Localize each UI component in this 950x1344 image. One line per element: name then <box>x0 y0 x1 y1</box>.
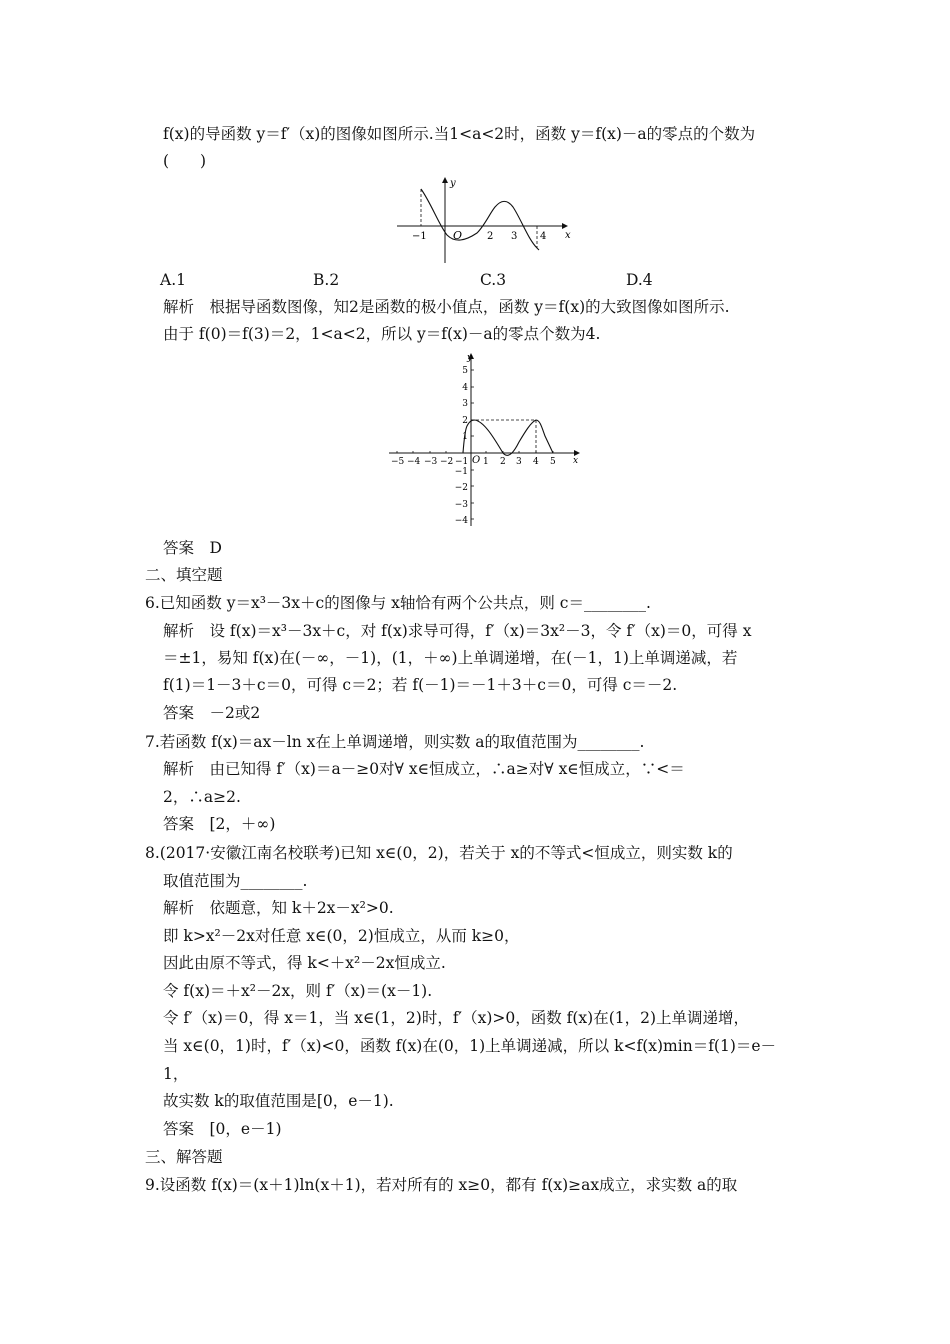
analysis-8-line-6: 当 x∈(0，1)时，f′（x)<0，函数 f(x)在(0，1)上单调递减，所以 k<f(x)min＝f(1)＝e－ <box>163 1037 777 1055</box>
analysis-8-line-5: 令 f′（x)＝0，得 x＝1，当 x∈(1，2)时，f′（x)>0，函数 f(x)在(1，2)上单调递增， <box>163 1009 750 1027</box>
y-tick-label: 3 <box>462 399 468 409</box>
y-tick-labels <box>455 366 469 526</box>
origin-label: O <box>472 455 481 466</box>
analysis-7-line-2: 2，∴a≥2. <box>163 788 241 806</box>
analysis-6-line-1: 解析 设 f(x)＝x³－3x＋c，对 f(x)求导可得，f′（x)＝3x²－3，令 f′（x)＝0，可得 x <box>163 622 752 640</box>
tick-label-4: 4 <box>540 231 547 242</box>
section-solution: 三、解答题 <box>145 1148 223 1166</box>
x-tick-label: 2 <box>500 457 506 467</box>
answer-5: 答案 D <box>163 539 222 557</box>
y-tick-label: −3 <box>454 500 468 510</box>
tick-label-minus1: −1 <box>412 231 427 242</box>
analysis-8-line-8: 故实数 k的取值范围是[0，e－1). <box>163 1092 394 1110</box>
question-8-line-1: 8.(2017·安徽江南名校联考)已知 x∈(0，2)，若关于 x的不等式<恒成立，则实数 k的 <box>145 844 733 862</box>
x-tick-label: 5 <box>550 457 556 467</box>
y-tick-label: −2 <box>454 483 468 493</box>
option-d: D.4 <box>626 271 653 289</box>
function-curve <box>463 420 553 455</box>
y-tick-label: −1 <box>454 467 468 477</box>
x-tick-label: 3 <box>516 457 522 467</box>
derivative-graph-figure <box>395 175 575 265</box>
x-tick-label: −5 <box>391 457 405 467</box>
y-tick-label: −4 <box>454 516 468 526</box>
y-tick-label: 4 <box>462 383 468 393</box>
question-7: 7.若函数 f(x)＝ax－ln x在上单调递增，则实数 a的取值范围为________. <box>145 733 645 751</box>
answer-blank: ( ) <box>163 152 207 170</box>
y-tick-label: 2 <box>462 416 468 426</box>
analysis-6-line-2: ＝±1，易知 f(x)在(－∞，－1)，(1，＋∞)上单调递增，在(－1，1)上单调递减，若 <box>163 649 738 667</box>
x-tick-label: 1 <box>483 457 489 467</box>
x-tick-label: −1 <box>455 457 469 467</box>
analysis-5-line-1: 解析 根据导函数图像，知2是函数的极小值点，函数 y＝f(x)的大致图像如图所示. <box>163 298 730 316</box>
x-axis-label: x <box>565 230 571 241</box>
y-axis-label: y <box>467 353 473 363</box>
answer-7: 答案 [2，＋∞) <box>163 815 276 833</box>
function-sketch-figure <box>385 350 585 530</box>
section-fill-in: 二、填空题 <box>145 566 223 584</box>
x-axis-label: x <box>573 456 579 466</box>
option-c: C.3 <box>480 271 507 289</box>
question-9: 9.设函数 f(x)＝(x＋1)ln(x＋1)，若对所有的 x≥0，都有 f(x)≥ax成立，求实数 a的取 <box>145 1176 738 1194</box>
option-b: B.2 <box>313 271 340 289</box>
analysis-5-line-2: 由于 f(0)＝f(3)＝2，1<a<2，所以 y＝f(x)－a的零点个数为4. <box>163 325 601 343</box>
y-tick-label: 1 <box>462 432 468 442</box>
answer-6: 答案 －2或2 <box>163 704 261 722</box>
question-8-line-2: 取值范围为________. <box>163 872 308 890</box>
analysis-8-line-1: 解析 依题意，知 k＋2x－x²>0. <box>163 899 394 917</box>
derivative-curve <box>421 189 539 250</box>
y-axis-label: y <box>450 178 456 189</box>
option-a: A.1 <box>160 271 186 289</box>
x-tick-label: 4 <box>533 457 539 467</box>
question-5-stem: f(x)的导函数 y＝f′（x)的图像如图所示.当1<a<2时，函数 y＝f(x)－a的零点的个数为 <box>163 125 756 143</box>
analysis-8-line-2: 即 k>x²－2x对任意 x∈(0，2)恒成立，从而 k≥0， <box>163 927 520 945</box>
analysis-8-line-3: 因此由原不等式，得 k<＋x²－2x恒成立. <box>163 954 446 972</box>
analysis-7-line-1: 解析 由已知得 f′（x)＝a－≥0对∀ x∈恒成立，∴a≥对∀ x∈恒成立，∵<＝ <box>163 760 685 778</box>
analysis-8-line-4: 令 f(x)＝＋x²－2x，则 f′（x)＝(x－1). <box>163 982 433 1000</box>
question-6: 6.已知函数 y＝x³－3x＋c的图像与 x轴恰有两个公共点，则 c＝________. <box>145 594 651 612</box>
tick-label-2: 2 <box>487 231 494 242</box>
tick-label-3: 3 <box>511 231 518 242</box>
origin-label: O <box>453 229 463 242</box>
x-tick-label: −2 <box>440 457 454 467</box>
analysis-8-line-7: 1， <box>163 1065 189 1083</box>
y-tick-label: 5 <box>462 366 468 376</box>
answer-8: 答案 [0，e－1) <box>163 1120 282 1138</box>
x-tick-label: −3 <box>424 457 438 467</box>
x-tick-label: −4 <box>407 457 421 467</box>
analysis-6-line-3: f(1)＝1－3＋c＝0，可得 c＝2；若 f(－1)＝－1＋3＋c＝0，可得 c＝－2. <box>163 676 678 694</box>
